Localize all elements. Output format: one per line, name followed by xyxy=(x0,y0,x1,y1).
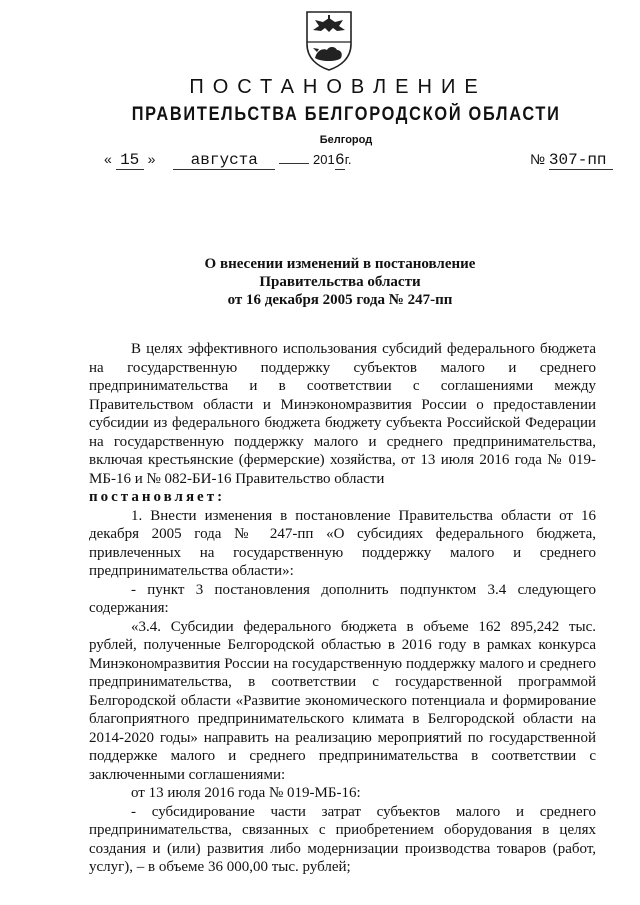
document-body xyxy=(89,340,596,877)
agreement-reference-paragraph: от 13 июля 2016 года № 019-МБ-16: xyxy=(131,785,361,801)
document-title xyxy=(0,255,640,309)
document-date xyxy=(104,151,352,170)
number-value: 307-пп xyxy=(549,151,613,170)
coat-of-arms-emblem xyxy=(301,8,357,72)
resolves-word: постановляет: xyxy=(89,489,226,505)
subclause-3-4-paragraph: «3.4. Субсидии федерального бюджета в объеме 162 895,242 тыс. рублей, полученные Белгородской областью в 2016 году в рамках конкурса Минэкономразвития России на государственную поддержку малого и среднего предпринимательства, в соответствии с государственной программой Белгородской области «Развитие экономического потенциала и формирование благоприятного предпринимательского климата в Белгородской области на 2014-2020 годы» направить на реализацию мероприятий по государственной поддержке малого и среднего предпринимательства в соответствии с заключенными соглашениями: xyxy=(89,618,596,783)
date-year-suffix: 6 xyxy=(334,151,345,169)
clause-item-paragraph: - пункт 3 постановления дополнить подпунктом 3.4 следующего содержания: xyxy=(89,581,596,616)
date-month: августа xyxy=(173,151,275,170)
document-number xyxy=(530,151,613,170)
preamble-paragraph: В целях эффективного использования субсидий федерального бюджета на государственную поддержку субъектов малого и среднего предпринимательства и в соответствии с соглашениями между Правительством области и Минэкономразвития России о предоставлении субсидии из федерального бюджета бюджету субъекта Российской Федерации на государственную поддержку малого и среднего предпринимательства, включая крестьянские (фермерские) хозяйства, от 13 июля 2016 года № 019-МБ-16 и № 082-БИ-16 Правительство области xyxy=(89,341,596,487)
city-label: Белгород xyxy=(319,134,373,146)
document-type-heading: ПОСТАНОВЛЕНИЕ xyxy=(189,76,487,98)
issuing-authority-heading: ПРАВИТЕЛЬСТВА БЕЛГОРОДСКОЙ ОБЛАСТИ xyxy=(131,104,561,125)
resolves-keyword xyxy=(89,488,596,507)
title-line-1: О внесении изменений в постановление xyxy=(204,256,476,272)
date-year-unit: г. xyxy=(344,152,352,167)
title-line-3: от 16 декабря 2005 года № 247-пп xyxy=(227,292,453,308)
date-open-quote: « xyxy=(104,151,112,167)
date-close-quote: » xyxy=(147,151,156,167)
subsidy-item-paragraph: - субсидирование части затрат субъектов малого и среднего предпринимательства, связанных с приобретением оборудования в целях создания и (или) развития либо модернизации производства товаров (работ, услуг), – в объеме 36 000,00 тыс. рублей; xyxy=(89,803,596,875)
date-day: 15 xyxy=(116,151,144,170)
date-year-prefix: 201 xyxy=(313,152,335,167)
title-line-2: Правительства области xyxy=(259,274,421,290)
number-label: № xyxy=(530,151,546,167)
clause-1-paragraph: 1. Внести изменения в постановление Правительства области от 16 декабря 2005 года № 247-пп «О субсидиях федерального бюджета, привлеченных на государственную поддержку малого и среднего предпринимательства области»: xyxy=(89,507,596,579)
